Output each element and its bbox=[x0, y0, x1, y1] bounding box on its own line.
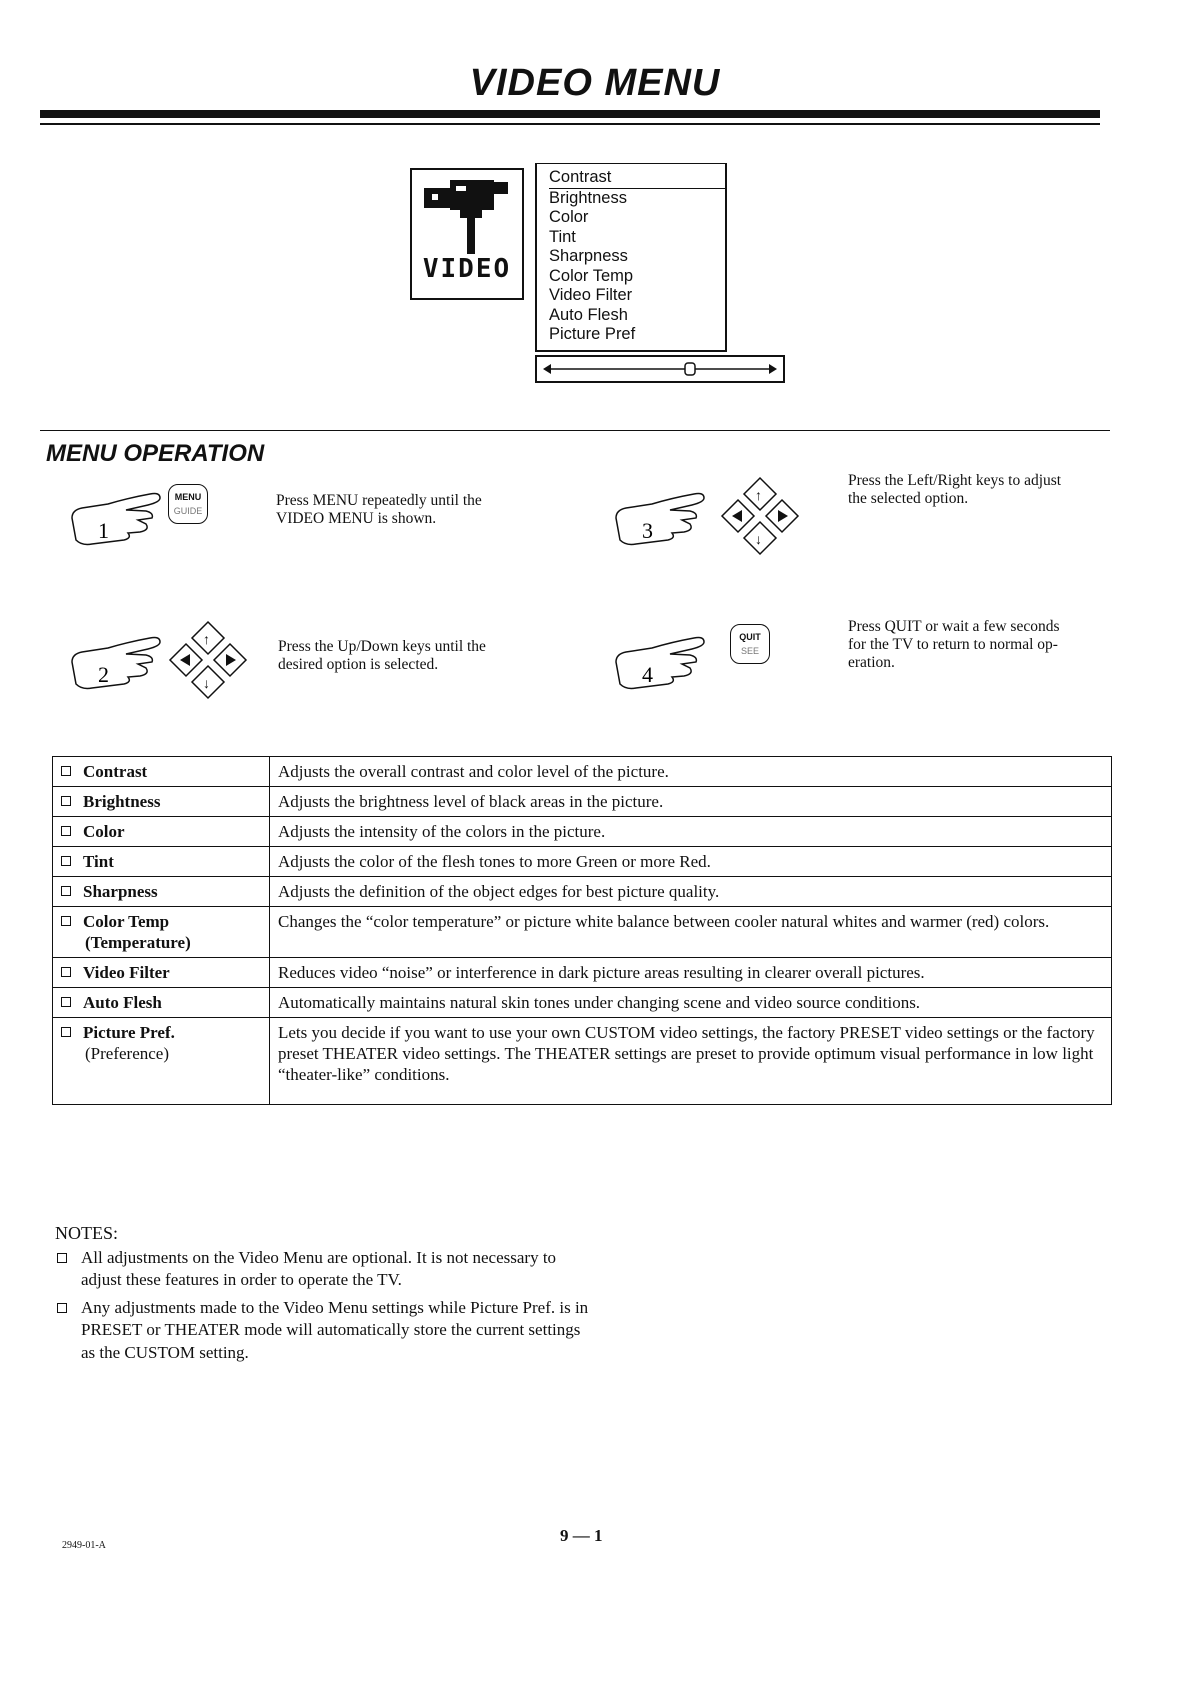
option-label: Picture Pref. bbox=[83, 1023, 175, 1042]
step-2-illustration bbox=[68, 618, 268, 708]
pointing-hand-icon bbox=[612, 618, 722, 708]
bullet-box-icon bbox=[61, 967, 71, 977]
option-description: Adjusts the brightness level of black areas in the picture. bbox=[270, 787, 1112, 817]
step-3-text bbox=[848, 472, 1061, 508]
pointing-hand-icon bbox=[72, 638, 160, 689]
table-row bbox=[53, 988, 1112, 1018]
step-text-line: Press MENU repeatedly until the bbox=[276, 492, 482, 509]
option-label: Sharpness bbox=[83, 882, 158, 901]
section-divider bbox=[40, 430, 1110, 431]
bullet-box-icon bbox=[61, 886, 71, 896]
svg-text:4: 4 bbox=[642, 662, 653, 687]
table-row bbox=[53, 877, 1112, 907]
osd-menu-item: Brightness bbox=[549, 188, 627, 207]
note-item bbox=[55, 1297, 595, 1365]
note-item bbox=[55, 1247, 595, 1292]
option-description: Automatically maintains natural skin tones under changing scene and video source conditions. bbox=[270, 988, 1112, 1018]
table-row bbox=[53, 817, 1112, 847]
svg-text:↑: ↑ bbox=[755, 489, 762, 504]
step-text-line: Press the Left/Right keys to adjust bbox=[848, 472, 1062, 489]
svg-text:↓: ↓ bbox=[203, 677, 210, 692]
osd-adjust-slider bbox=[535, 355, 785, 383]
option-description: Adjusts the definition of the object edges for best picture quality. bbox=[270, 877, 1112, 907]
step-text-line: Press the Up/Down keys until the bbox=[278, 638, 486, 655]
table-row bbox=[53, 907, 1112, 958]
svg-text:↓: ↓ bbox=[755, 533, 762, 548]
option-label: Color bbox=[83, 822, 125, 841]
menu-key-label: MENU bbox=[174, 492, 202, 502]
menu-key-icon bbox=[168, 484, 208, 524]
step-4-illustration bbox=[612, 618, 792, 708]
slider-right-arrow-icon bbox=[769, 364, 777, 374]
camcorder-icon bbox=[412, 170, 522, 260]
svg-text:1: 1 bbox=[98, 518, 109, 543]
step-3-illustration bbox=[612, 474, 812, 564]
note-text: Any adjustments made to the Video Menu settings while Picture Pref. is in PRESET or THEATER mode will automatically store the current settings as the CUSTOM setting. bbox=[81, 1297, 589, 1362]
direction-pad-icon bbox=[170, 622, 246, 698]
step-text-line: for the TV to return to normal op- bbox=[848, 636, 1058, 653]
video-icon-label: VIDEO bbox=[422, 254, 512, 284]
video-menu-icon-box bbox=[410, 168, 524, 300]
page-number: 9 — 1 bbox=[560, 1526, 603, 1545]
svg-text:3: 3 bbox=[642, 518, 653, 543]
option-description: Adjusts the color of the flesh tones to more Green or more Red. bbox=[270, 847, 1112, 877]
bullet-box-icon bbox=[57, 1253, 67, 1263]
step-2-text bbox=[278, 638, 486, 674]
bullet-box-icon bbox=[61, 856, 71, 866]
osd-menu-item: Picture Pref bbox=[549, 325, 636, 343]
osd-menu-item: Sharpness bbox=[549, 247, 628, 265]
header-rule-thick bbox=[40, 110, 1100, 118]
option-label: Video Filter bbox=[83, 963, 170, 982]
option-sublabel: (Preference) bbox=[85, 1044, 169, 1063]
svg-text:2: 2 bbox=[98, 662, 109, 687]
step-text-line: Press QUIT or wait a few seconds bbox=[848, 618, 1060, 635]
direction-pad-icon bbox=[722, 478, 798, 554]
bullet-box-icon bbox=[61, 1027, 71, 1037]
osd-menu-item: Tint bbox=[549, 227, 576, 246]
bullet-box-icon bbox=[61, 826, 71, 836]
notes-heading: NOTES: bbox=[55, 1223, 118, 1243]
osd-menu-item: Contrast bbox=[549, 168, 725, 189]
osd-menu-item: Color bbox=[549, 208, 589, 226]
quit-key-icon bbox=[730, 624, 770, 664]
step-1-illustration bbox=[68, 480, 228, 560]
osd-menu-item: Color Temp bbox=[549, 266, 634, 285]
option-label: Brightness bbox=[83, 792, 161, 811]
step-text-line: VIDEO MENU is shown. bbox=[276, 510, 437, 527]
bullet-box-icon bbox=[61, 766, 71, 776]
svg-text:↑: ↑ bbox=[203, 633, 210, 648]
guide-key-label: GUIDE bbox=[173, 506, 203, 516]
option-sublabel: (Temperature) bbox=[85, 933, 191, 952]
osd-menu-list bbox=[535, 163, 727, 352]
section-title: MENU OPERATION bbox=[46, 440, 265, 467]
document-code: 2949-01-A bbox=[62, 1540, 106, 1551]
option-label: Color Temp bbox=[83, 912, 170, 931]
option-label: Tint bbox=[83, 852, 114, 871]
option-description: Adjusts the intensity of the colors in the picture. bbox=[270, 817, 1112, 847]
video-menu-table bbox=[52, 756, 1112, 1105]
table-row bbox=[53, 1018, 1112, 1105]
bullet-box-icon bbox=[61, 916, 71, 926]
option-description: Changes the “color temperature” or picture white balance between cooler natural whites and warmer (red) colors. bbox=[270, 907, 1112, 958]
note-text: All adjustments on the Video Menu are optional. It is not necessary to adjust these features in order to operate the TV. bbox=[81, 1247, 557, 1289]
quit-key-label: QUIT bbox=[739, 632, 761, 642]
option-label: Contrast bbox=[83, 762, 148, 781]
option-description: Lets you decide if you want to use your own CUSTOM video settings, the factory PRESET video settings or the factory preset THEATER video settings. The THEATER settings are preset to provide optimum visual performance in low light “theater-like” conditions. bbox=[270, 1018, 1112, 1105]
page-title: VIDEO MENU bbox=[469, 62, 721, 104]
osd-menu-item: Auto Flesh bbox=[549, 305, 628, 324]
table-row bbox=[53, 847, 1112, 877]
step-4-text bbox=[848, 618, 1060, 672]
option-label: Auto Flesh bbox=[83, 993, 162, 1012]
table-row bbox=[53, 958, 1112, 988]
slider-left-arrow-icon bbox=[543, 364, 551, 374]
bullet-box-icon bbox=[57, 1303, 67, 1313]
osd-menu-item: Video Filter bbox=[549, 286, 633, 304]
step-text-line: desired option is selected. bbox=[278, 656, 439, 673]
bullet-box-icon bbox=[61, 796, 71, 806]
option-description: Adjusts the overall contrast and color level of the picture. bbox=[270, 757, 1112, 787]
table-row bbox=[53, 787, 1112, 817]
see-key-label: SEE bbox=[740, 646, 759, 656]
pointing-hand-icon bbox=[616, 494, 704, 545]
step-1-text bbox=[276, 492, 482, 528]
slider-thumb bbox=[685, 363, 695, 375]
header-rule-thin bbox=[40, 123, 1100, 125]
step-text-line: eration. bbox=[848, 654, 895, 671]
step-text-line: the selected option. bbox=[848, 490, 969, 507]
notes-section bbox=[55, 1222, 595, 1369]
table-row bbox=[53, 757, 1112, 787]
option-description: Reduces video “noise” or interference in dark picture areas resulting in clearer overall pictures. bbox=[270, 958, 1112, 988]
bullet-box-icon bbox=[61, 997, 71, 1007]
